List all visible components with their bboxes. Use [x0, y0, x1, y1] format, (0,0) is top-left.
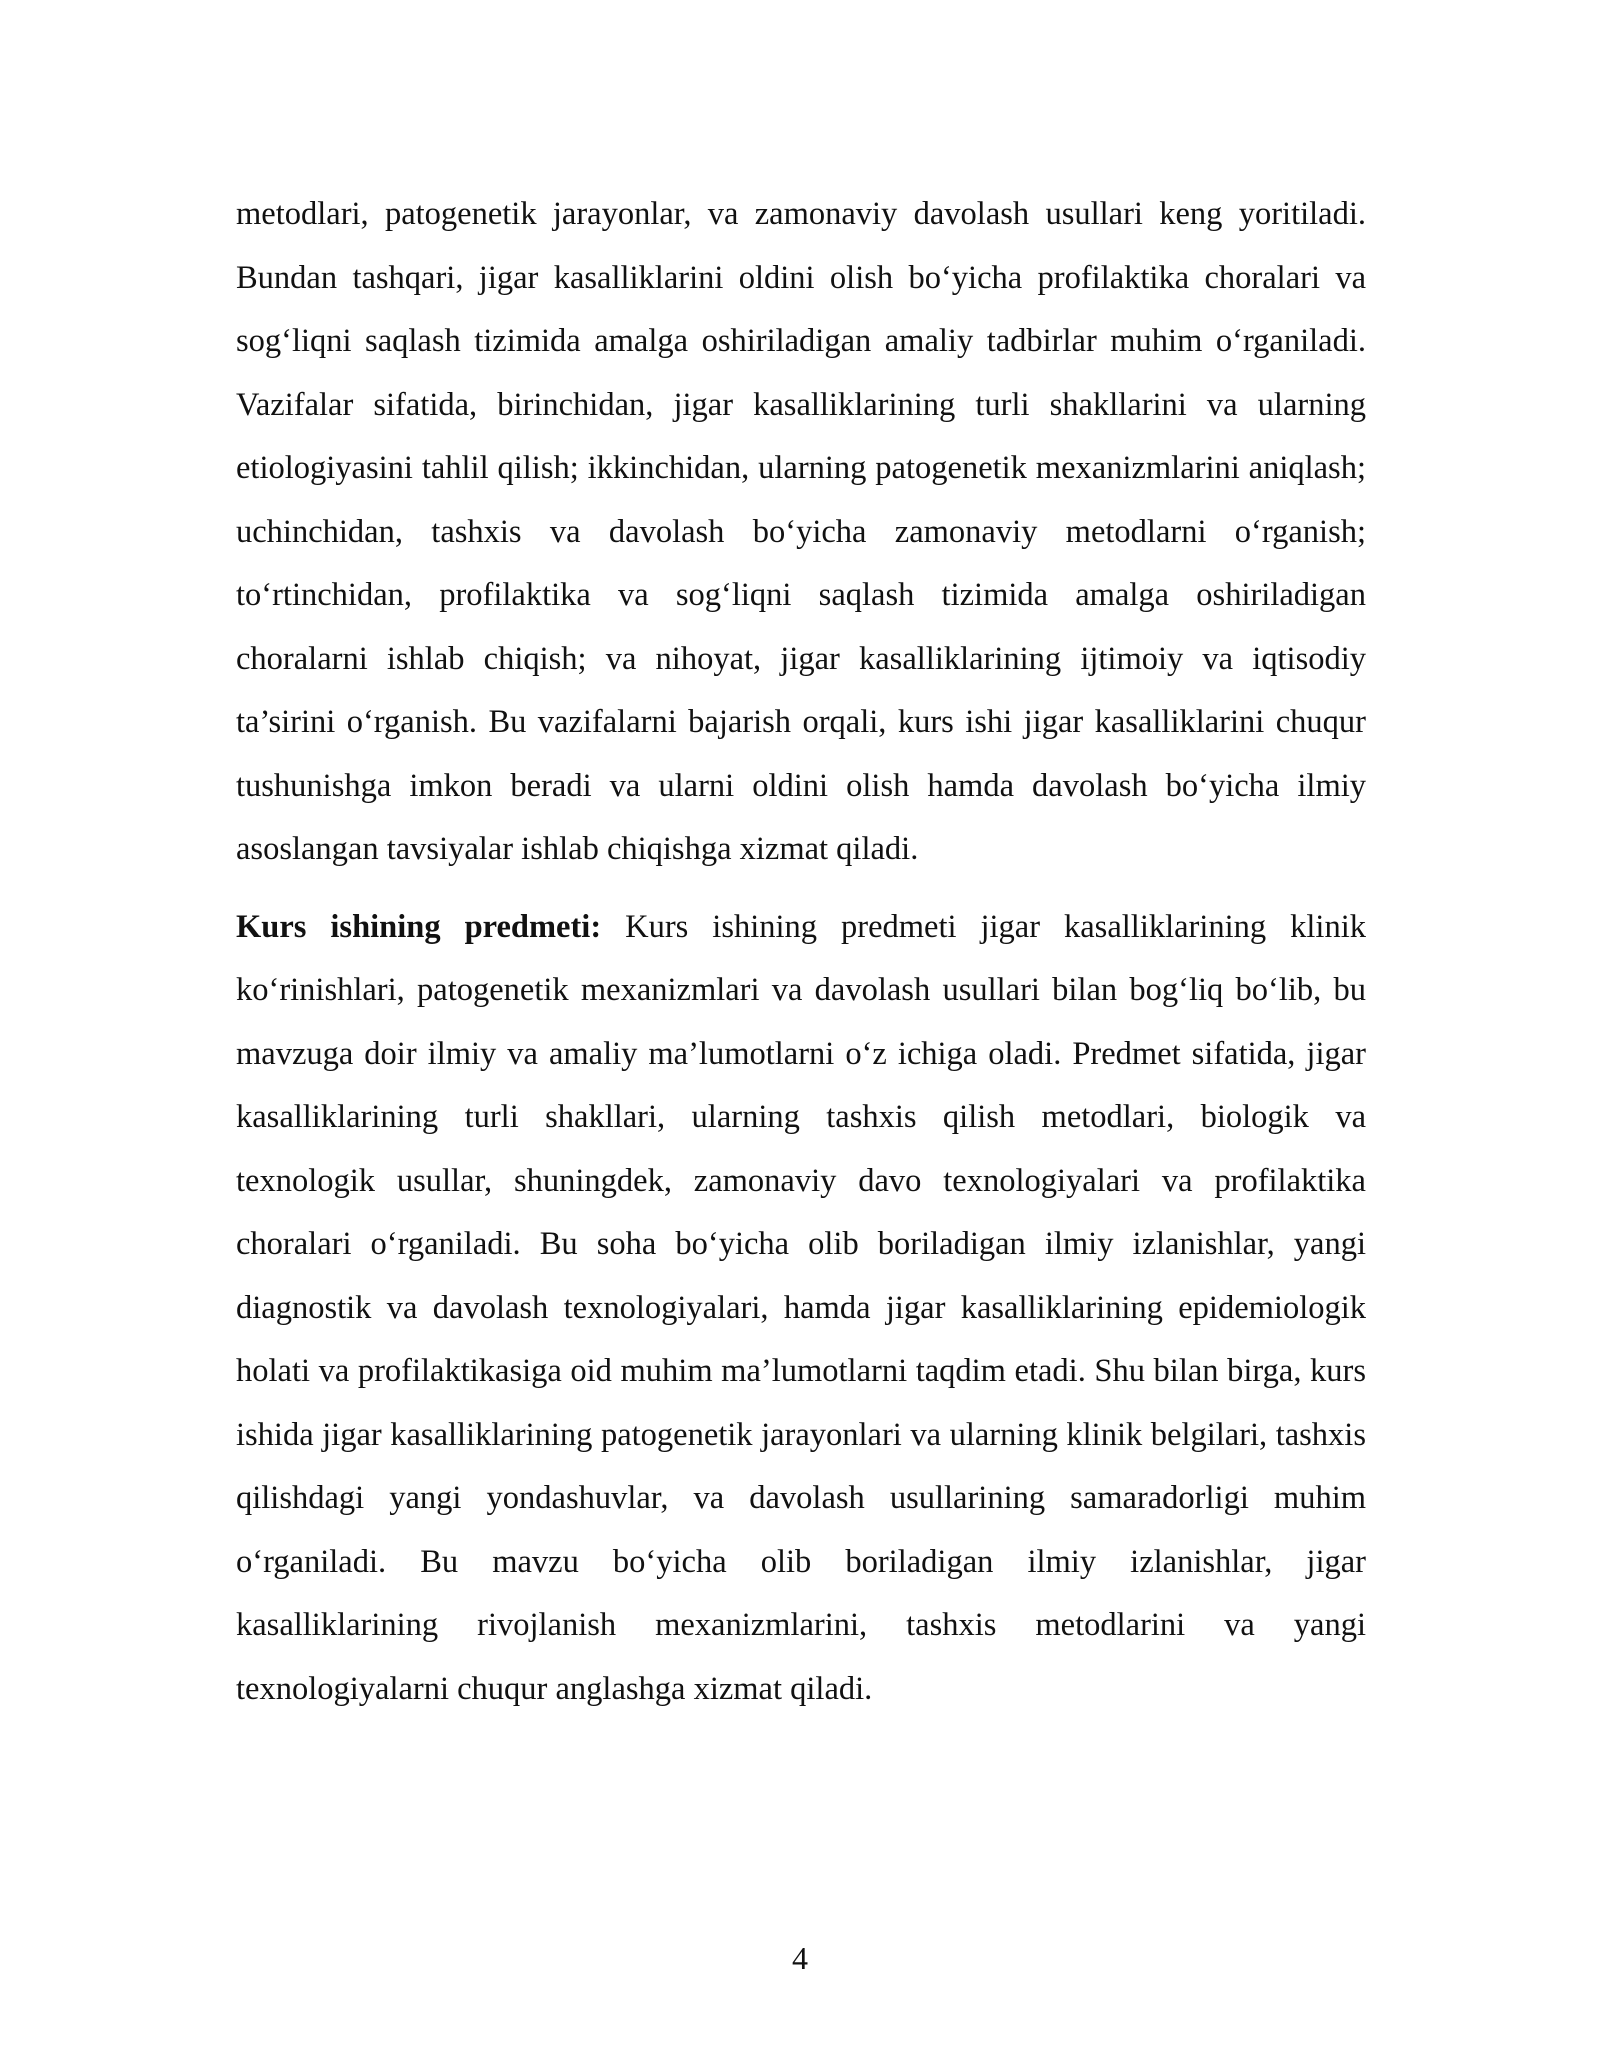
page-number: 4	[792, 1940, 808, 1976]
body-paragraph-1: metodlari, patogenetik jarayonlar, va zamonaviy davolash usullari keng yoritiladi. Bundan tashqari, jigar kasalliklarini oldini olish bo‘yicha profilaktika choralari va sog‘liqni saqlash tizimida amalga oshiriladigan amaliy tadbirlar muhim o‘rganiladi. Vazifalar sifatida, birinchidan, jigar kasalliklarining turli shakllarini va ularning etiologiyasini tahlil qilish; ikkinchidan, ularning patogenetik mexanizmlarini aniqlash; uchinchidan, tashxis va davolash bo‘yicha zamonaviy metodlarni o‘rganish; to‘rtinchidan, profilaktika va sog‘liqni saqlash tizimida amalga oshiriladigan choralarni ishlab chiqish; va nihoyat, jigar kasalliklarining ijtimoiy va iqtisodiy ta’sirini o‘rganish. Bu vazifalarni bajarish orqali, kurs ishi jigar kasalliklarini chuqur tushunishga imkon beradi va ularni oldini olish hamda davolash bo‘yicha ilmiy asoslangan tavsiyalar ishlab chiqishga xizmat qiladi.	[236, 196, 1366, 867]
section-subject-text: Kurs ishining predmeti jigar kasalliklarining klinik ko‘rinishlari, patogenetik mexanizmlari va davolash usullari bilan bog‘liq bo‘lib, bu mavzuga doir ilmiy va amaliy ma’lumotlarni o‘z ichiga oladi. Predmet sifatida, jigar kasalliklarining turli shakllari, ularning tashxis qilish metodlari, biologik va texnologik usullar, shuningdek, zamonaviy davo texnologiyalari va profilaktika choralari o‘rganiladi. Bu soha bo‘yicha olib boriladigan ilmiy izlanishlar, yangi diagnostik va davolash texnologiyalari, hamda jigar kasalliklarining epidemiologik holati va profilaktikasiga oid muhim ma’lumotlarni taqdim etadi. Shu bilan birga, kurs ishida jigar kasalliklarining patogenetik jarayonlari va ularning klinik belgilari, tashxis qilishdagi yangi yondashuvlar, va davolash usullarining samaradorligi muhim o‘rganiladi. Bu mavzu bo‘yicha olib boriladigan ilmiy izlanishlar, jigar kasalliklarining rivojlanish mexanizmlarini, tashxis metodlarini va yangi texnologiyalarni chuqur anglashga xizmat qiladi.	[236, 908, 1366, 1707]
section-subject-heading: Kurs ishining predmeti:	[236, 908, 602, 945]
body-paragraph-2	[236, 896, 1366, 1722]
document-body	[236, 183, 1366, 1721]
